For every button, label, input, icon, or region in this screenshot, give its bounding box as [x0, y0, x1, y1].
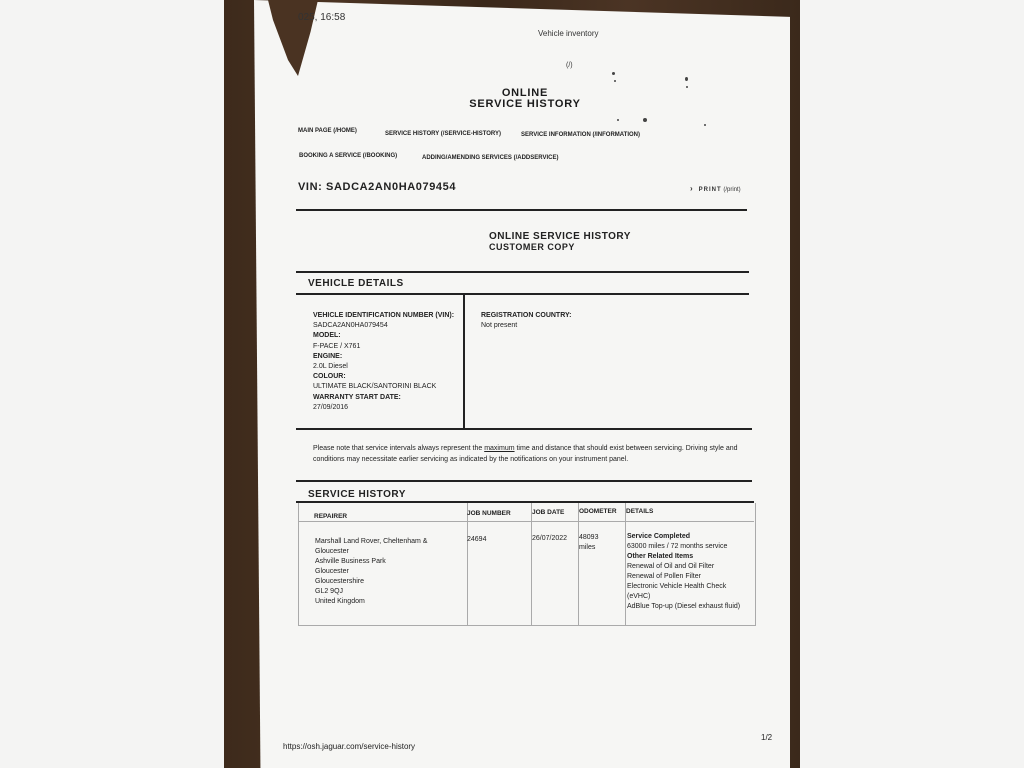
col-header-job-date: JOB DATE: [532, 509, 565, 516]
vehicle-details-left: [313, 311, 454, 413]
chevron-right-icon: ›: [690, 184, 693, 193]
print-root-path: (/): [566, 62, 573, 69]
print-page-title: Vehicle inventory: [538, 29, 599, 38]
engine-value: 2.0L Diesel: [313, 363, 348, 371]
other-item: AdBlue Top-up (Diesel exhaust fluid): [627, 603, 741, 610]
repairer-line: Gloucestershire: [315, 578, 365, 585]
repairer-line: Ashville Business Park: [315, 558, 386, 565]
other-item: Renewal of Oil and Oil Filter: [627, 563, 715, 570]
note-text-start: Please note that service intervals always represent the: [313, 445, 485, 452]
nav-service-information[interactable]: SERVICE INFORMATION (/INFORMATION): [521, 132, 640, 138]
ink-speck: [686, 86, 688, 88]
warranty-label: WARRANTY START DATE:: [313, 393, 401, 401]
service-history-top-rule: [296, 480, 752, 482]
registration-country-label: REGISTRATION COUNTRY:: [481, 312, 572, 319]
logo-line-2: SERVICE HISTORY: [469, 98, 581, 110]
vin-value: SADCA2AN0HA079454: [313, 322, 388, 330]
col-header-repairer: REPAIRER: [314, 513, 348, 520]
col-header-odometer: ODOMETER: [579, 508, 617, 515]
table-row-odometer: [579, 533, 598, 553]
document-subtitle: CUSTOMER COPY: [489, 242, 575, 252]
nav-adding-amending[interactable]: ADDING/AMENDING SERVICES (/ADDSERVICE): [422, 155, 559, 161]
repairer-line: United Kingdom: [315, 598, 365, 605]
repairer-line: Gloucester: [315, 568, 349, 575]
ink-speck: [685, 77, 688, 81]
warranty-value: 27/09/2016: [313, 403, 349, 411]
site-logo[interactable]: [440, 88, 610, 110]
other-item: Electronic Vehicle Health Check: [627, 583, 727, 590]
print-path: (/print): [723, 187, 741, 193]
model-label: MODEL:: [313, 332, 341, 340]
odometer-value: 48093: [579, 534, 599, 541]
vehicle-details-end-rule: [296, 428, 752, 430]
service-completed-value: 63000 miles / 72 months service: [627, 543, 728, 550]
print-timestamp: 025, 16:58: [298, 12, 346, 23]
vehicle-details-top-rule: [296, 271, 749, 273]
ink-speck: [643, 118, 647, 122]
document-title-block: [489, 231, 631, 253]
colour-value: ULTIMATE BLACK/SANTORINI BLACK: [313, 383, 437, 391]
nav-booking[interactable]: BOOKING A SERVICE (/BOOKING): [299, 153, 398, 159]
odometer-unit: miles: [579, 544, 596, 551]
table-row-job-number: 24694: [467, 536, 487, 543]
vehicle-details-heading: VEHICLE DETAILS: [308, 278, 404, 289]
page-number: 1/2: [761, 733, 773, 742]
colour-label: COLOUR:: [313, 373, 346, 381]
print-label: PRINT: [698, 187, 722, 193]
service-history-heading: SERVICE HISTORY: [308, 489, 406, 500]
vehicle-details-column-divider: [463, 295, 465, 429]
ink-speck: [614, 80, 616, 82]
model-value: F-PACE / X761: [313, 342, 361, 350]
nav-service-history[interactable]: SERVICE HISTORY (/SERVICE-HISTORY): [385, 131, 502, 137]
table-row-repairer: [315, 537, 427, 607]
footer-url: https://osh.jaguar.com/service-history: [283, 742, 416, 751]
other-item: (eVHC): [627, 593, 651, 600]
note-text-end: time and distance that should exist between servicing. Driving style and conditions may necessitate earlier servicing as indicated by the notifications on your instrument panel.: [313, 445, 738, 463]
header-divider: [296, 209, 747, 211]
col-header-details: DETAILS: [626, 508, 654, 515]
table-row-job-date: 26/07/2022: [532, 535, 568, 542]
vin-header: VIN: SADCA2AN0HA079454: [298, 181, 457, 193]
other-items-label: Other Related Items: [627, 553, 694, 560]
vehicle-details-bottom-rule: [296, 293, 749, 295]
nav-main-page[interactable]: MAIN PAGE (/HOME): [298, 128, 357, 134]
logo-line-1: ONLINE: [501, 87, 549, 99]
repairer-line: GL2 9QJ: [315, 588, 344, 595]
ink-speck: [612, 72, 615, 75]
ink-speck: [617, 119, 619, 121]
repairer-line: Marshall Land Rover, Cheltenham &: [315, 538, 428, 545]
ink-speck: [704, 124, 706, 126]
repairer-line: Gloucester: [315, 548, 349, 555]
note-emphasis: maximum: [484, 445, 515, 452]
col-header-job-number: JOB NUMBER: [467, 510, 511, 517]
document-title: ONLINE SERVICE HISTORY: [489, 231, 631, 242]
other-item: Renewal of Pollen Filter: [627, 573, 701, 580]
vin-label: VEHICLE IDENTIFICATION NUMBER (VIN):: [313, 312, 455, 319]
service-interval-note: [313, 443, 743, 465]
table-row-details: [627, 532, 740, 612]
vehicle-details-right: [481, 311, 571, 331]
header-row-divider: [298, 521, 754, 522]
registration-country-value: Not present: [481, 322, 518, 330]
print-link[interactable]: [690, 184, 741, 193]
engine-label: ENGINE:: [313, 352, 343, 360]
service-completed-label: Service Completed: [627, 533, 691, 540]
